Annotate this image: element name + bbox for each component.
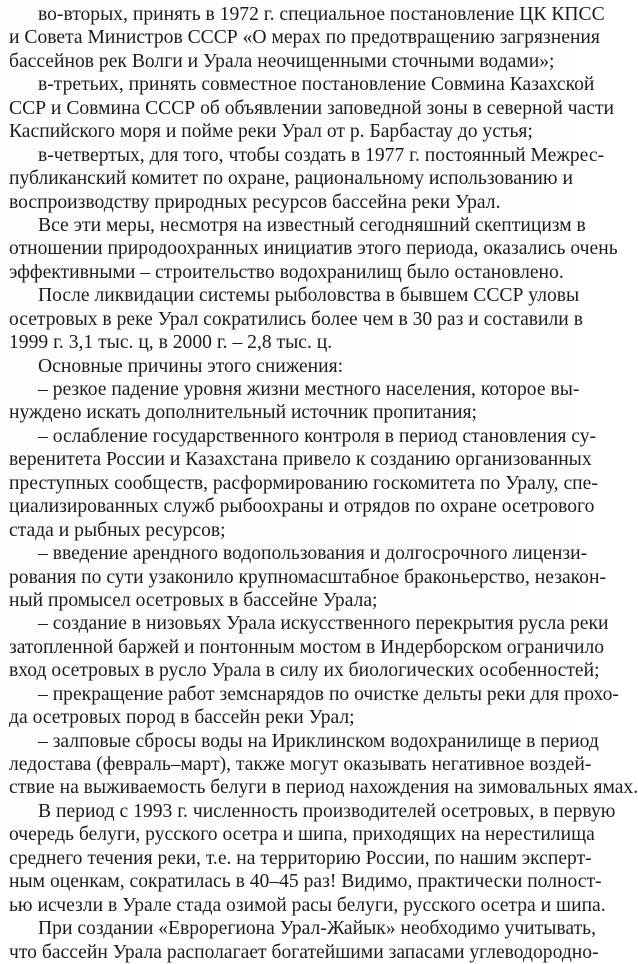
- body-text: [9, 3, 638, 964]
- text-line: публиканский комитет по охране, рациональному использованию и: [9, 168, 573, 190]
- text-line: эффективными – строительство водохранилищ было остановлено.: [9, 261, 564, 283]
- text-line: воспроизводству природных ресурсов бассейна реки Урал.: [9, 191, 501, 213]
- text-line: – резкое падение уровня жизни местного населения, которое вы-: [38, 379, 580, 400]
- text-line: ным оценкам, сократилась в 40–45 раз! Видимо, практически полност-: [9, 871, 602, 893]
- text-line: что бассейн Урала располагает богатейшими запасами углеводородно-: [9, 941, 599, 963]
- text-line: стада и рыбных ресурсов;: [9, 519, 226, 541]
- text-line: во-вторых, принять в 1972 г. специальное постановление ЦК КПСС: [38, 4, 605, 25]
- text-line: Все эти меры, несмотря на известный сегодняшний скептицизм в: [38, 214, 586, 236]
- text-line: веренитета России и Казахстана привело к созданию организованных: [9, 449, 592, 471]
- text-line: в-третьих, принять совместное постановление Совмина Казахской: [38, 74, 595, 96]
- text-line: – создание в низовьях Урала искусственного перекрытия русла реки: [38, 613, 609, 635]
- text-line: преступных сообществ, расформированию госкомитета по Уралу, спе-: [9, 472, 598, 494]
- text-line: После ликвидации системы рыболовства в бывшем СССР уловы: [38, 285, 580, 307]
- text-line: В период с 1993 г. численность производителей осетровых, в первую: [38, 800, 616, 822]
- text-line: 1999 г. 3,1 тыс. ц, в 2000 г. – 2,8 тыс. ц.: [9, 332, 333, 354]
- text-line: и Совета Министров СССР «О мерах по предотвращению загрязнения: [9, 27, 600, 49]
- text-line: в-четвертых, для того, чтобы создать в 1977 г. постоянный Межрес-: [38, 144, 605, 166]
- text-line: вход осетровых в русло Урала в силу их биологических особенностей;: [9, 660, 600, 682]
- text-line: ствие на выживаемость белуги в период нахождения на зимовальных ямах.: [9, 777, 638, 799]
- text-line: Основные причины этого снижения:: [38, 355, 344, 377]
- text-line: ью исчезли в Урале стада озимой расы белуги, русского осетра и шипа.: [9, 894, 606, 916]
- text-line: ледостава (февраль–март), также могут оказывать негативное воздей-: [9, 754, 592, 775]
- text-line: среднего течения реки, т.е. на территорию России, по нашим эксперт-: [9, 847, 592, 869]
- text-line: осетровых в реке Урал сократились более чем в 30 раз и составили в: [9, 308, 583, 330]
- text-line: бассейнов рек Волги и Урала неочищенными сточными водами»;: [9, 50, 555, 72]
- text-line: Каспийского моря и пойме реки Урал от р. Барбастау до устья;: [9, 121, 533, 143]
- text-line: – ослабление государственного контроля в период становления су-: [38, 425, 597, 447]
- text-line: – введение арендного водопользования и долгосрочного лицензи-: [38, 543, 588, 565]
- text-line: затопленной баржей и понтонным мостом в Индерборском ограничило: [9, 636, 605, 658]
- text-line: нуждено искать дополнительный источник пропитания;: [9, 402, 477, 424]
- text-line: – залповые сбросы воды на Ириклинском водохранилище в период: [38, 730, 599, 752]
- text-line: рования по сути узаконило крупномасштабное браконьерство, незакон-: [9, 566, 606, 588]
- text-line: отношении природоохранных инициатив этого периода, оказались очень: [9, 238, 618, 260]
- text-line: При создании «Еврорегиона Урал-Жайык» необходимо учитывать,: [38, 918, 596, 940]
- text-line: ный промысел осетровых в бассейне Урала;: [9, 589, 378, 611]
- text-line: циализированных служб рыбоохраны и отрядов по охране осетрового: [9, 496, 595, 518]
- text-line: ССР и Совмина СССР об объявлении заповедной зоны в северной части: [9, 97, 614, 119]
- text-line: очередь белуги, русского осетра и шипа, приходящих на нерестилища: [9, 824, 595, 846]
- text-line: – прекращение работ земснарядов по очистке дельты реки для прохо-: [38, 683, 619, 705]
- text-line: да осетровых пород в бассейн реки Урал;: [9, 707, 355, 729]
